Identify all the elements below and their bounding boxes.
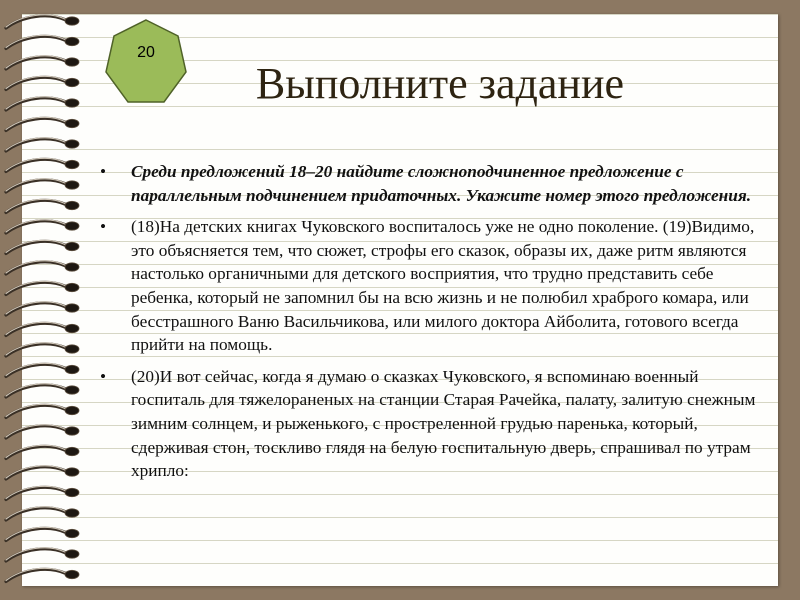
slide-number: 20 bbox=[137, 44, 155, 61]
list-item-passage-2 bbox=[100, 365, 770, 483]
instruction-text: Среди предложений 18–20 найдите сложноподчиненное предложение с параллельным подчинением придаточных. Укажите номер этого предложения. bbox=[131, 162, 752, 205]
spiral-coil bbox=[6, 97, 79, 110]
spiral-coil bbox=[6, 220, 79, 233]
spiral-coil bbox=[6, 179, 79, 192]
spiral-coil bbox=[6, 261, 79, 274]
spiral-coil bbox=[6, 384, 79, 397]
spiral-coil bbox=[6, 199, 79, 212]
spiral-binding bbox=[0, 0, 100, 600]
spiral-coil bbox=[6, 240, 79, 253]
spiral-coil bbox=[6, 507, 79, 520]
spiral-coil bbox=[6, 15, 79, 28]
bullet-icon: • bbox=[100, 366, 107, 386]
spiral-coil bbox=[6, 404, 79, 417]
spiral-coil bbox=[6, 527, 79, 540]
spiral-coil bbox=[6, 302, 79, 315]
list-item-instruction bbox=[100, 160, 770, 207]
page-title: Выполните задание bbox=[255, 59, 625, 108]
bullet-icon: • bbox=[100, 217, 107, 237]
task-list bbox=[100, 160, 770, 491]
list-item-passage-1 bbox=[100, 215, 770, 357]
spiral-coil bbox=[6, 445, 79, 458]
bullet-icon: • bbox=[100, 162, 107, 181]
passage-text: (20)И вот сейчас, когда я думаю о сказках Чуковского, я вспоминаю военный госпиталь для тяжелораненых на станции Старая Рачейка, палату, залитую снежным зимним солнцем, и рыженького, с простреленной грудью паренька, который, сдерживая стон, тоскливо глядя на белую госпитальную дверь, спрашивал по утрам хрипло: bbox=[131, 366, 756, 481]
spiral-coil bbox=[6, 568, 79, 581]
spiral-coil bbox=[6, 343, 79, 356]
spiral-coil bbox=[6, 486, 79, 499]
spiral-coil bbox=[6, 281, 79, 294]
passage-text: (18)На детских книгах Чуковского воспиталось уже не одно поколение. (19)Видимо, это объясняется тем, что сюжет, строфы его сказок, образы их, даже ритм являются настолько органичными для детского восприятия, что трудно представить себе ребенка, который не запомнил бы на всю жизнь и не полюбил храброго комара, или бесстрашного Ваню Васильчикова, или милого доктора Айболита, готового всегда прийти на помощь. bbox=[131, 217, 755, 355]
spiral-coil bbox=[6, 466, 79, 479]
spiral-coil bbox=[6, 425, 79, 438]
spiral-coil bbox=[6, 76, 79, 89]
spiral-coil bbox=[6, 548, 79, 561]
spiral-coil bbox=[6, 158, 79, 171]
spiral-coil bbox=[6, 56, 79, 69]
spiral-coil bbox=[6, 363, 79, 376]
spiral-coil bbox=[6, 138, 79, 151]
spiral-coil bbox=[6, 117, 79, 130]
spiral-coil bbox=[6, 322, 79, 335]
spiral-coil bbox=[6, 35, 79, 48]
